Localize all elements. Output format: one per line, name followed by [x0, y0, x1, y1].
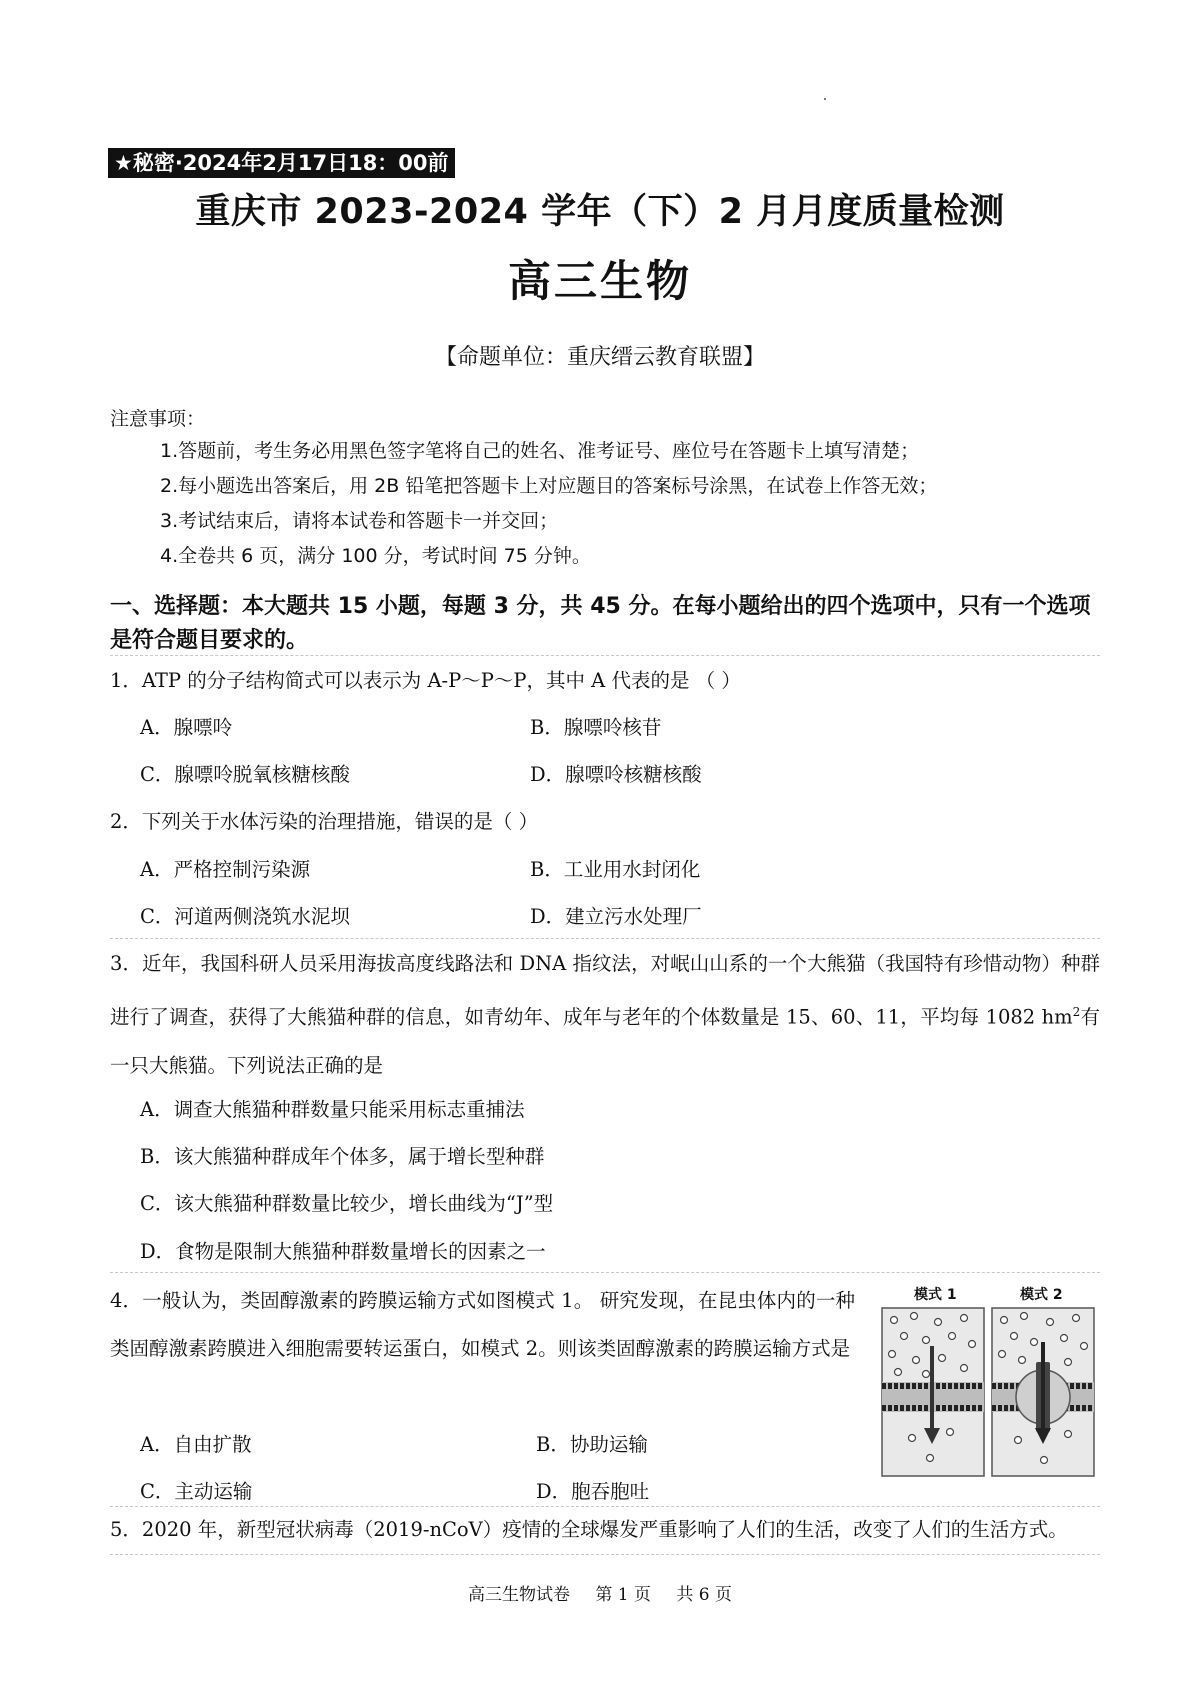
- model-1-label: 模式 1: [914, 1287, 957, 1303]
- unit-superscript: 2: [1072, 1005, 1081, 1019]
- divider: [110, 1272, 1100, 1273]
- footer-title: 高三生物试卷: [467, 1585, 570, 1605]
- setter-unit: 【命题单位：重庆缙云教育联盟】: [434, 345, 765, 370]
- exam-title: 重庆市 2023-2024 学年（下）2 月月度质量检测: [195, 192, 1005, 232]
- option-a: A．腺嘌呤: [140, 716, 233, 739]
- option-d: D．腺嘌呤核糖核酸: [530, 763, 702, 786]
- question-3-text: 3．近年，我国科研人员采用海拔高度线路法和 DNA 指纹法，对岷山山系的一个大熊猫（我国特有珍惜动物）种群进行了调查，获得了大熊猫种群的信息，如青幼年、成年与老年的个体数量是 15、60、11，平均每 1082 hm: [110, 952, 1100, 1029]
- page-footer: [0, 1580, 1200, 1605]
- option-d: D．食物是限制大熊猫种群数量增长的因素之一: [140, 1240, 546, 1263]
- option-d: D．胞吞胞吐: [536, 1480, 650, 1503]
- notice-item: 4.全卷共 6 页，满分 100 分，考试时间 75 分钟。: [160, 545, 591, 567]
- section-heading: 一、选择题：本大题共 15 小题，每题 3 分，共 45 分。在每小题给出的四个选项中，只有一个选项是符合题目要求的。: [110, 594, 1091, 653]
- option-c: C．该大熊猫种群数量比较少，增长曲线为“J”型: [140, 1192, 554, 1215]
- notice-item: 2.每小题选出答案后，用 2B 铅笔把答题卡上对应题目的答案标号涂黑，在试卷上作答无效；: [160, 475, 938, 497]
- option-b: B．协助运输: [536, 1433, 648, 1456]
- option-d: D．建立污水处理厂: [530, 905, 702, 928]
- footer-page: 第 1 页: [595, 1585, 651, 1605]
- model-2-label: 模式 2: [1020, 1287, 1063, 1303]
- notice-item: 1.答题前，考生务必用黑色签字笔将自己的姓名、准考证号、座位号在答题卡上填写清楚；: [160, 440, 920, 462]
- secret-badge: ★秘密·2024年2月17日18：00前: [108, 148, 455, 178]
- option-c: C．主动运输: [140, 1480, 253, 1503]
- scan-dot: [824, 98, 826, 100]
- question-3-stem: [110, 940, 1100, 1090]
- question-4-stem: 4．一般认为，类固醇激素的跨膜运输方式如图模式 1。 研究发现，在昆虫体内的一种类固醇激素跨膜进入细胞需要转运蛋白，如模式 2。则该类固醇激素的跨膜运输方式是: [110, 1289, 855, 1360]
- divider: [110, 1554, 1100, 1555]
- divider: [110, 938, 1100, 939]
- option-a: A．自由扩散: [140, 1433, 252, 1456]
- question-2-stem: 2．下列关于水体污染的治理措施，错误的是（ ）: [110, 810, 539, 833]
- option-c: C．腺嘌呤脱氧核糖核酸: [140, 763, 350, 786]
- model-2-panel: [992, 1308, 1094, 1476]
- membrane-diagram: [868, 1282, 1102, 1478]
- membrane-transport-figure: [868, 1282, 1102, 1478]
- subject-title: 高三生物: [508, 257, 692, 307]
- option-a: A．严格控制污染源: [140, 858, 311, 881]
- option-b: B．该大熊猫种群成年个体多，属于增长型种群: [140, 1145, 545, 1168]
- divider: [110, 655, 1100, 656]
- notice-item: 3.考试结束后，请将本试卷和答题卡一并交回；: [160, 510, 559, 532]
- model-1-panel: [882, 1308, 984, 1476]
- option-b: B．腺嘌呤核苷: [530, 716, 662, 739]
- notice-title: 注意事项：: [110, 408, 206, 430]
- option-b: B．工业用水封闭化: [530, 858, 701, 881]
- question-5-stem: 5．2020 年，新型冠状病毒（2019-nCoV）疫情的全球爆发严重影响了人们的生活，改变了人们的生活方式。: [110, 1518, 1068, 1541]
- divider: [110, 1506, 1100, 1507]
- option-a: A．调查大熊猫种群数量只能采用标志重捕法: [140, 1098, 525, 1121]
- question-1-stem: 1．ATP 的分子结构简式可以表示为 A-P～P～P，其中 A 代表的是 （ ）: [110, 669, 741, 692]
- question-3-text-end: 有一只大熊猫。下列说法正确的是: [110, 1005, 1100, 1077]
- footer-total: 共 6 页: [676, 1585, 733, 1605]
- option-c: C．河道两侧浇筑水泥坝: [140, 905, 350, 928]
